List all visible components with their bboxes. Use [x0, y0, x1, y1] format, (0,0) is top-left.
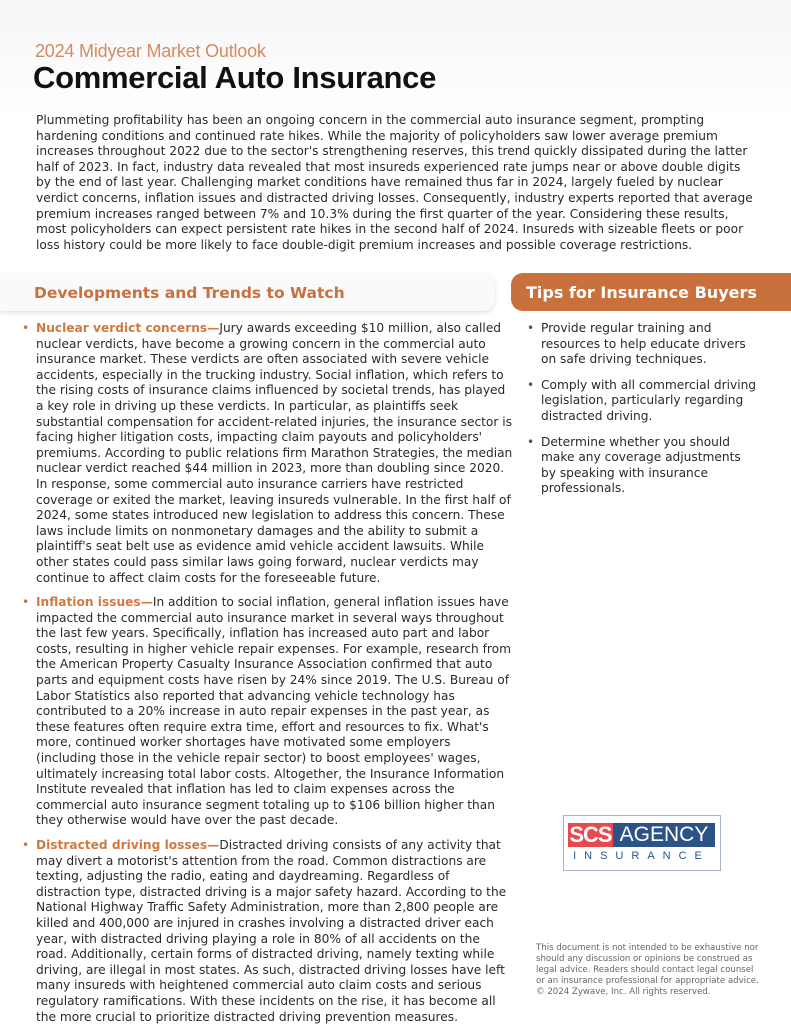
- logo-agency: AGENCY: [613, 823, 715, 847]
- developments-heading: Developments and Trends to Watch: [34, 284, 345, 302]
- tip-item: [527, 378, 757, 425]
- tip-item: [527, 435, 757, 497]
- development-item: [22, 321, 514, 586]
- intro-paragraph: Plummeting profitability has been an ongoing concern in the commercial auto insurance segment, prompting hardening conditions and continued rate hikes. While the majority of policyholders saw lower average premium increases throughout 2022 due to the sector's strengthening reserves, this trend quickly dissipated during the latter half of 2023. In fact, industry data revealed that most insureds experienced rate jumps near or above double digits by the end of last year. Challenging market conditions have remained thus far in 2024, largely fueled by nuclear verdict concerns, inflation issues and distracted driving losses. Consequently, industry experts reported that average premium increases ranged between 7% and 10.3% during the first quarter of the year. Considering these results, most policyholders can expect persistent rate hikes in the second half of 2024. Insureds with sizeable fleets or poor loss history could be more likely to face double-digit premium increases and possible coverage restrictions.: [36, 113, 753, 252]
- tips-heading: Tips for Insurance Buyers: [526, 283, 757, 302]
- logo-insurance: INSURANCE: [573, 850, 710, 862]
- tips-list: [527, 321, 757, 507]
- developments-list: [22, 321, 514, 1034]
- bullet-icon: •: [527, 377, 535, 392]
- item-text: In addition to social inflation, general inflation issues have impacted the commercial auto insurance market in several ways throughout the last few years. Specifically, inflation has increased auto part and labor costs, resulting in higher vehicle repair expenses. For example, research from the American Property Casualty Insurance Association confirmed that auto parts and equipment costs have risen by 24% since 2019. The U.S. Bureau of Labor Statistics also reported that advancing vehicle technology has contributed to a 20% increase in auto repair expenses in the past year, as these features often require extra time, effort and resources to fix. What's more, continued worker shortages have motivated some employers (including those in the vehicle repair sector) to boost employees' wages, ultimately increasing total labor costs. Altogether, the Insurance Information Institute revealed that inflation has led to claim expenses across the commercial auto insurance segment totaling up to $106 billion higher than they otherwise would have over the past decade.: [36, 595, 512, 828]
- logo-scs: SCS: [569, 822, 612, 847]
- developments-header: [0, 273, 495, 311]
- item-text: Distracted driving consists of any activity that may divert a motorist's attention from the road. Common distractions are texting, adjusting the radio, eating and daydreaming. Regardless of distraction type, distracted driving is a major safety hazard. According to the National Highway Traffic Safety Administration, more than 2,800 people are killed and 400,000 are injured in crashes involving a distracted driver each year, with distracted driving playing a role in 80% of all accidents on the road. Additionally, certain forms of distracted driving, namely texting while driving, are illegal in most states. As such, distracted driving losses have left many insureds with heightened commercial auto claim costs and serious regulatory ramifications. With these incidents on the rise, it has become all the more crucial to prioritize distracted driving prevention measures.: [36, 838, 507, 1024]
- bullet-icon: •: [22, 321, 30, 335]
- item-lead: Nuclear verdict concerns—: [36, 321, 220, 335]
- item-lead: Inflation issues—: [36, 595, 153, 610]
- agency-logo: [563, 815, 721, 871]
- tip-item: [527, 321, 757, 368]
- tips-header: [511, 273, 791, 311]
- development-item: [22, 838, 514, 1025]
- item-lead: Distracted driving losses—: [36, 838, 220, 852]
- development-item: [22, 595, 514, 829]
- disclaimer: This document is not intended to be exhaustive nor should any discussion or opinions be construed as legal advice. Readers should contact legal counsel or an insurance professional for appropriate advice. © 2024 Zywave, Inc. All rights reserved.: [536, 943, 759, 997]
- bullet-icon: •: [22, 595, 30, 610]
- report-kicker: 2024 Midyear Market Outlook: [35, 41, 266, 61]
- tip-text: Provide regular training and resources to help educate drivers on safe driving techniques.: [541, 321, 746, 367]
- item-text: Jury awards exceeding $10 million, also called nuclear verdicts, have become a growing concern in the commercial auto insurance market. These verdicts are often associated with severe vehicle accidents, especially in the trucking industry. Social inflation, which refers to the rising costs of insurance claims influenced by societal trends, has played a key role in driving up these verdicts. In particular, as plaintiffs seek substantial compensation for accident-related injuries, the insurance sector is facing higher litigation costs, impacting claim payouts and policyholders' premiums. According to public relations firm Marathon Strategies, the median nuclear verdict reached $44 million in 2023, more than doubling since 2020. In response, some commercial auto insurance carriers have restricted coverage or exited the market, leaving insureds vulnerable. In the first half of 2024, some states introduced new legislation to address this concern. These laws include limits on nonmonetary damages and the ability to submit a plaintiff's seat belt use as evidence amid vehicle accident lawsuits. While other states could pass similar laws going forward, nuclear verdicts may continue to affect claim costs for the foreseeable future.: [36, 321, 513, 585]
- bullet-icon: •: [527, 434, 535, 449]
- page-title: Commercial Auto Insurance: [33, 60, 437, 95]
- bullet-icon: •: [527, 321, 535, 335]
- tip-text: Comply with all commercial driving legislation, particularly regarding distracted driving.: [541, 377, 757, 423]
- tip-text: Determine whether you should make any coverage adjustments by speaking with insurance professionals.: [541, 434, 741, 496]
- bullet-icon: •: [22, 838, 30, 852]
